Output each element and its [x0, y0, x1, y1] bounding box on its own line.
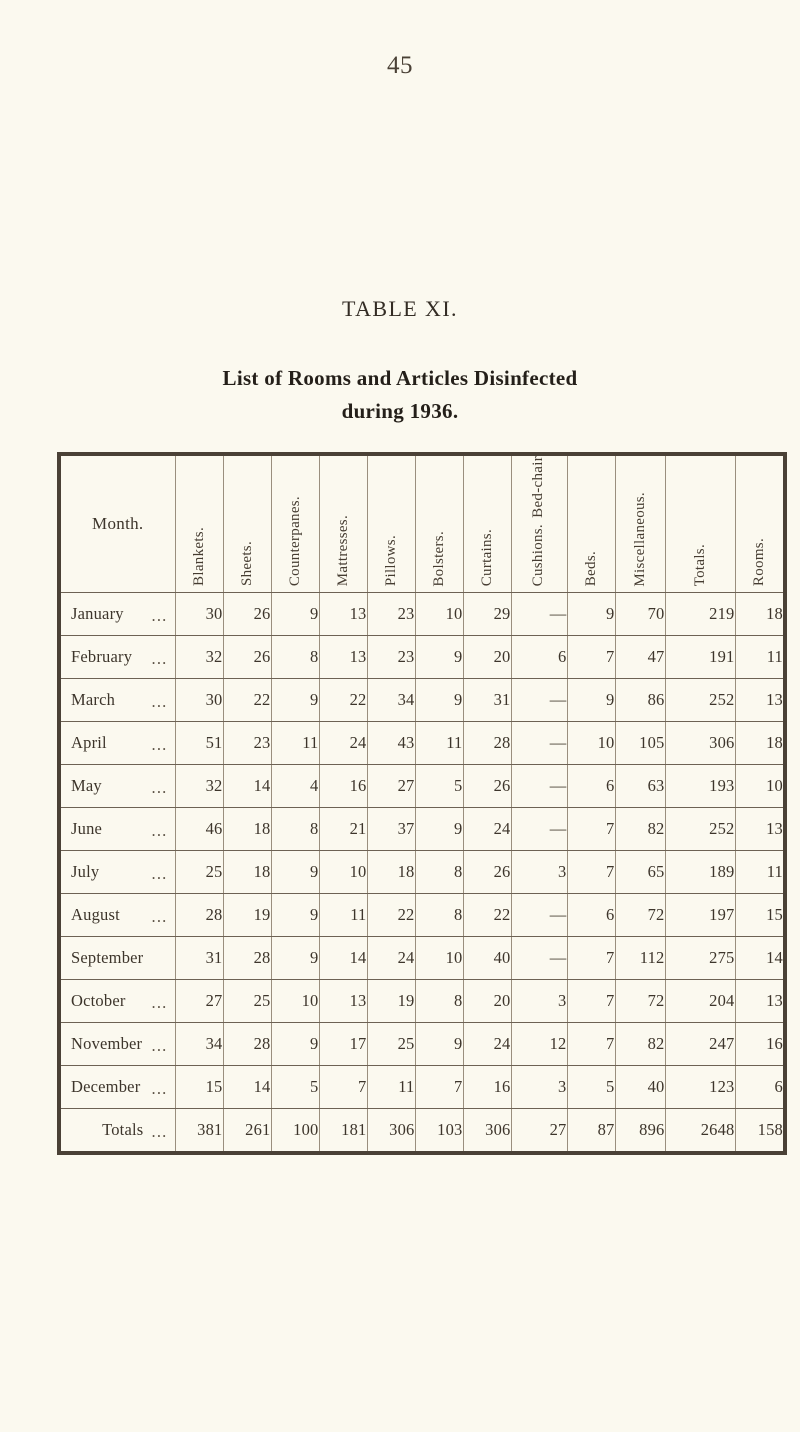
table-row — [59, 1066, 785, 1109]
table-row — [59, 765, 785, 808]
cell-mattresses: 14 — [319, 937, 367, 980]
cell-counterpanes: 4 — [271, 765, 319, 808]
cell-mattresses: 11 — [319, 894, 367, 937]
cell-totals: 252 — [665, 679, 735, 722]
cell-totals: 219 — [665, 593, 735, 636]
cell-sheets: 25 — [223, 980, 271, 1023]
cell-beds: 10 — [567, 722, 615, 765]
cell-mattresses: 181 — [319, 1109, 367, 1154]
empty-value-dash: — — [549, 905, 567, 925]
table-row — [59, 679, 785, 722]
table-header-row — [59, 454, 785, 593]
table-row — [59, 593, 785, 636]
page-title — [0, 362, 800, 427]
cell-curtains: 20 — [463, 636, 511, 679]
cell-mattresses: 22 — [319, 679, 367, 722]
column-header-counterpanes — [271, 454, 319, 593]
column-header-blankets — [175, 454, 223, 593]
cell-mattresses: 13 — [319, 636, 367, 679]
cell-curtains: 16 — [463, 1066, 511, 1109]
cell-pillows: 22 — [367, 894, 415, 937]
cell-pillows: 23 — [367, 593, 415, 636]
cell-curtains: 24 — [463, 1023, 511, 1066]
cell-curtains: 22 — [463, 894, 511, 937]
cell-totals: 247 — [665, 1023, 735, 1066]
cell-curtains: 31 — [463, 679, 511, 722]
leader-dots: ... — [151, 907, 168, 927]
month-name: Totals — [102, 1120, 144, 1140]
leader-dots: ... — [151, 1122, 168, 1142]
row-label-month — [59, 980, 175, 1023]
cell-bed-chair-cushions — [511, 937, 567, 980]
cell-totals: 123 — [665, 1066, 735, 1109]
table-row — [59, 1023, 785, 1066]
column-header-curtains-label: Curtains. — [478, 528, 495, 587]
row-label-month — [59, 1066, 175, 1109]
cell-bolsters: 9 — [415, 808, 463, 851]
cell-pillows: 306 — [367, 1109, 415, 1154]
month-name: July — [71, 862, 100, 882]
cell-pillows: 34 — [367, 679, 415, 722]
cell-miscellaneous: 65 — [615, 851, 665, 894]
cell-counterpanes: 9 — [271, 894, 319, 937]
cell-sheets: 14 — [223, 1066, 271, 1109]
cell-blankets: 25 — [175, 851, 223, 894]
cell-rooms: 158 — [735, 1109, 785, 1154]
cell-curtains: 29 — [463, 593, 511, 636]
cell-sheets: 22 — [223, 679, 271, 722]
cell-pillows: 18 — [367, 851, 415, 894]
page-number: 45 — [387, 52, 413, 79]
cell-bolsters: 9 — [415, 636, 463, 679]
cell-totals: 252 — [665, 808, 735, 851]
cell-rooms: 11 — [735, 636, 785, 679]
cell-sheets: 18 — [223, 808, 271, 851]
cell-rooms: 6 — [735, 1066, 785, 1109]
cell-bolsters: 11 — [415, 722, 463, 765]
cell-beds: 7 — [567, 937, 615, 980]
cell-sheets: 28 — [223, 1023, 271, 1066]
cell-blankets: 31 — [175, 937, 223, 980]
cell-blankets: 28 — [175, 894, 223, 937]
cell-curtains: 306 — [463, 1109, 511, 1154]
cell-bolsters: 103 — [415, 1109, 463, 1154]
cell-miscellaneous: 40 — [615, 1066, 665, 1109]
empty-value-dash: — — [549, 819, 567, 839]
cell-mattresses: 24 — [319, 722, 367, 765]
month-name: September — [71, 948, 144, 968]
cell-totals: 193 — [665, 765, 735, 808]
row-label-month — [59, 937, 175, 980]
cell-rooms: 18 — [735, 593, 785, 636]
column-header-sheets — [223, 454, 271, 593]
column-header-mattresses-label: Mattresses. — [334, 514, 351, 587]
cell-bed-chair-cushions — [511, 894, 567, 937]
cell-rooms: 10 — [735, 765, 785, 808]
cell-totals: 306 — [665, 722, 735, 765]
cell-rooms: 18 — [735, 722, 785, 765]
row-label-month — [59, 894, 175, 937]
cell-rooms: 13 — [735, 980, 785, 1023]
cell-pillows: 43 — [367, 722, 415, 765]
empty-value-dash: — — [549, 776, 567, 796]
column-header-counterpanes-label: Counterpanes. — [286, 496, 303, 587]
cell-rooms: 14 — [735, 937, 785, 980]
cell-beds: 6 — [567, 894, 615, 937]
table-header — [59, 454, 785, 593]
cell-totals: 275 — [665, 937, 735, 980]
cell-miscellaneous: 896 — [615, 1109, 665, 1154]
cell-totals: 2648 — [665, 1109, 735, 1154]
cell-counterpanes: 8 — [271, 636, 319, 679]
column-header-pillows-label: Pillows. — [382, 534, 399, 587]
cell-sheets: 18 — [223, 851, 271, 894]
cell-beds: 6 — [567, 765, 615, 808]
cell-bed-chair-cushions: 3 — [511, 1066, 567, 1109]
cell-bolsters: 5 — [415, 765, 463, 808]
table-row — [59, 636, 785, 679]
cell-curtains: 40 — [463, 937, 511, 980]
cell-rooms: 13 — [735, 679, 785, 722]
leader-dots: ... — [151, 606, 168, 626]
row-label-month — [59, 679, 175, 722]
cell-rooms: 11 — [735, 851, 785, 894]
cell-beds: 7 — [567, 808, 615, 851]
column-header-totals-label: Totals. — [691, 543, 708, 587]
cell-bolsters: 9 — [415, 1023, 463, 1066]
column-header-curtains — [463, 454, 511, 593]
cell-beds: 9 — [567, 593, 615, 636]
disinfection-table-container — [57, 452, 783, 1155]
cell-miscellaneous: 86 — [615, 679, 665, 722]
cell-pillows: 27 — [367, 765, 415, 808]
leader-dots: ... — [151, 649, 168, 669]
cell-curtains: 26 — [463, 765, 511, 808]
cell-beds: 7 — [567, 636, 615, 679]
cell-sheets: 26 — [223, 636, 271, 679]
cell-pillows: 37 — [367, 808, 415, 851]
cell-blankets: 34 — [175, 1023, 223, 1066]
cell-beds: 7 — [567, 980, 615, 1023]
row-label-month — [59, 1109, 175, 1154]
column-header-beds — [567, 454, 615, 593]
cell-miscellaneous: 72 — [615, 894, 665, 937]
month-name: February — [71, 647, 133, 667]
cell-mattresses: 13 — [319, 593, 367, 636]
cell-bolsters: 9 — [415, 679, 463, 722]
table-row — [59, 1109, 785, 1154]
column-header-month — [59, 454, 175, 593]
cell-bed-chair-cushions — [511, 765, 567, 808]
cell-blankets: 30 — [175, 593, 223, 636]
cell-curtains: 24 — [463, 808, 511, 851]
table-label: TABLE XI. — [342, 296, 458, 321]
cell-sheets: 23 — [223, 722, 271, 765]
empty-value-dash: — — [549, 604, 567, 624]
column-header-mattresses — [319, 454, 367, 593]
cell-totals: 197 — [665, 894, 735, 937]
cell-curtains: 28 — [463, 722, 511, 765]
cell-pillows: 24 — [367, 937, 415, 980]
title-block — [0, 296, 800, 427]
row-label-month — [59, 765, 175, 808]
cell-totals: 189 — [665, 851, 735, 894]
cell-bolsters: 10 — [415, 937, 463, 980]
column-header-bed-chair-cushions — [511, 454, 567, 593]
cell-counterpanes: 9 — [271, 1023, 319, 1066]
cell-rooms: 15 — [735, 894, 785, 937]
cell-miscellaneous: 70 — [615, 593, 665, 636]
cell-mattresses: 7 — [319, 1066, 367, 1109]
cell-blankets: 32 — [175, 636, 223, 679]
cell-counterpanes: 10 — [271, 980, 319, 1023]
cell-bolsters: 7 — [415, 1066, 463, 1109]
row-label-month — [59, 808, 175, 851]
month-name: June — [71, 819, 103, 839]
month-name: May — [71, 776, 102, 796]
row-label-month — [59, 593, 175, 636]
cell-bed-chair-cushions — [511, 808, 567, 851]
cell-counterpanes: 9 — [271, 937, 319, 980]
cell-blankets: 51 — [175, 722, 223, 765]
month-name: August — [71, 905, 120, 925]
page-title-line1: List of Rooms and Articles Disinfected — [222, 366, 578, 390]
column-header-miscellaneous-label: Miscellaneous. — [631, 491, 648, 587]
column-header-bolsters-label: Bolsters. — [430, 530, 447, 587]
cell-totals: 204 — [665, 980, 735, 1023]
empty-value-dash: — — [549, 733, 567, 753]
cell-rooms: 13 — [735, 808, 785, 851]
cell-bed-chair-cushions: 27 — [511, 1109, 567, 1154]
cell-miscellaneous: 112 — [615, 937, 665, 980]
leader-dots: ... — [151, 692, 168, 712]
month-name: January — [71, 604, 124, 624]
leader-dots: ... — [151, 821, 168, 841]
empty-value-dash: — — [549, 948, 567, 968]
cell-blankets: 15 — [175, 1066, 223, 1109]
column-header-blankets-label: Blankets. — [190, 527, 207, 587]
cell-pillows: 11 — [367, 1066, 415, 1109]
month-name: December — [71, 1077, 141, 1097]
cell-sheets: 19 — [223, 894, 271, 937]
cell-curtains: 20 — [463, 980, 511, 1023]
cell-counterpanes: 8 — [271, 808, 319, 851]
column-header-miscellaneous — [615, 454, 665, 593]
cell-beds: 7 — [567, 851, 615, 894]
leader-dots: ... — [151, 735, 168, 755]
cell-miscellaneous: 82 — [615, 1023, 665, 1066]
leader-dots: ... — [151, 864, 168, 884]
cell-bed-chair-cushions: 3 — [511, 851, 567, 894]
table-row — [59, 851, 785, 894]
table-row — [59, 894, 785, 937]
table-row — [59, 980, 785, 1023]
cell-bed-chair-cushions — [511, 722, 567, 765]
table-row — [59, 722, 785, 765]
cell-blankets: 30 — [175, 679, 223, 722]
column-header-bed-chair-cushions-line2: Cushions. — [530, 523, 547, 587]
cell-blankets: 32 — [175, 765, 223, 808]
cell-blankets: 46 — [175, 808, 223, 851]
disinfection-table — [57, 452, 787, 1155]
cell-bolsters: 8 — [415, 980, 463, 1023]
cell-sheets: 14 — [223, 765, 271, 808]
column-header-beds-label: Beds. — [582, 550, 599, 587]
cell-counterpanes: 11 — [271, 722, 319, 765]
cell-pillows: 19 — [367, 980, 415, 1023]
cell-sheets: 28 — [223, 937, 271, 980]
cell-counterpanes: 9 — [271, 851, 319, 894]
month-name: March — [71, 690, 116, 710]
cell-beds: 7 — [567, 1023, 615, 1066]
cell-beds: 9 — [567, 679, 615, 722]
leader-dots: ... — [151, 1079, 168, 1099]
cell-bolsters: 10 — [415, 593, 463, 636]
cell-mattresses: 16 — [319, 765, 367, 808]
table-row — [59, 808, 785, 851]
cell-pillows: 25 — [367, 1023, 415, 1066]
cell-bolsters: 8 — [415, 894, 463, 937]
cell-counterpanes: 9 — [271, 679, 319, 722]
cell-bed-chair-cushions — [511, 679, 567, 722]
leader-dots: ... — [151, 1036, 168, 1056]
cell-miscellaneous: 105 — [615, 722, 665, 765]
cell-miscellaneous: 63 — [615, 765, 665, 808]
cell-bed-chair-cushions: 12 — [511, 1023, 567, 1066]
month-name: October — [71, 991, 126, 1011]
cell-beds: 5 — [567, 1066, 615, 1109]
cell-mattresses: 17 — [319, 1023, 367, 1066]
cell-rooms: 16 — [735, 1023, 785, 1066]
cell-counterpanes: 9 — [271, 593, 319, 636]
column-header-totals — [665, 454, 735, 593]
cell-mattresses: 13 — [319, 980, 367, 1023]
row-label-month — [59, 722, 175, 765]
cell-mattresses: 21 — [319, 808, 367, 851]
empty-value-dash: — — [549, 690, 567, 710]
column-header-month-label: Month. — [92, 514, 144, 534]
cell-bed-chair-cushions — [511, 593, 567, 636]
month-name: November — [71, 1034, 143, 1054]
table-body — [59, 593, 785, 1154]
cell-pillows: 23 — [367, 636, 415, 679]
cell-miscellaneous: 47 — [615, 636, 665, 679]
row-label-month — [59, 636, 175, 679]
cell-blankets: 27 — [175, 980, 223, 1023]
page-title-line2: during 1936. — [341, 398, 459, 423]
column-header-rooms — [735, 454, 785, 593]
cell-bed-chair-cushions: 3 — [511, 980, 567, 1023]
cell-curtains: 26 — [463, 851, 511, 894]
column-header-pillows — [367, 454, 415, 593]
leader-dots: ... — [151, 993, 168, 1013]
month-name: April — [71, 733, 107, 753]
table-row — [59, 937, 785, 980]
cell-counterpanes: 100 — [271, 1109, 319, 1154]
cell-miscellaneous: 72 — [615, 980, 665, 1023]
cell-sheets: 26 — [223, 593, 271, 636]
leader-dots: ... — [151, 778, 168, 798]
cell-totals: 191 — [665, 636, 735, 679]
column-header-bolsters — [415, 454, 463, 593]
cell-beds: 87 — [567, 1109, 615, 1154]
column-header-sheets-label: Sheets. — [238, 541, 255, 587]
cell-sheets: 261 — [223, 1109, 271, 1154]
cell-counterpanes: 5 — [271, 1066, 319, 1109]
column-header-bed-chair-cushions-line1: Bed-chair — [530, 456, 547, 518]
column-header-rooms-label: Rooms. — [750, 538, 767, 587]
row-label-month — [59, 1023, 175, 1066]
cell-bed-chair-cushions: 6 — [511, 636, 567, 679]
cell-blankets: 381 — [175, 1109, 223, 1154]
cell-bolsters: 8 — [415, 851, 463, 894]
row-label-month — [59, 851, 175, 894]
cell-miscellaneous: 82 — [615, 808, 665, 851]
cell-mattresses: 10 — [319, 851, 367, 894]
